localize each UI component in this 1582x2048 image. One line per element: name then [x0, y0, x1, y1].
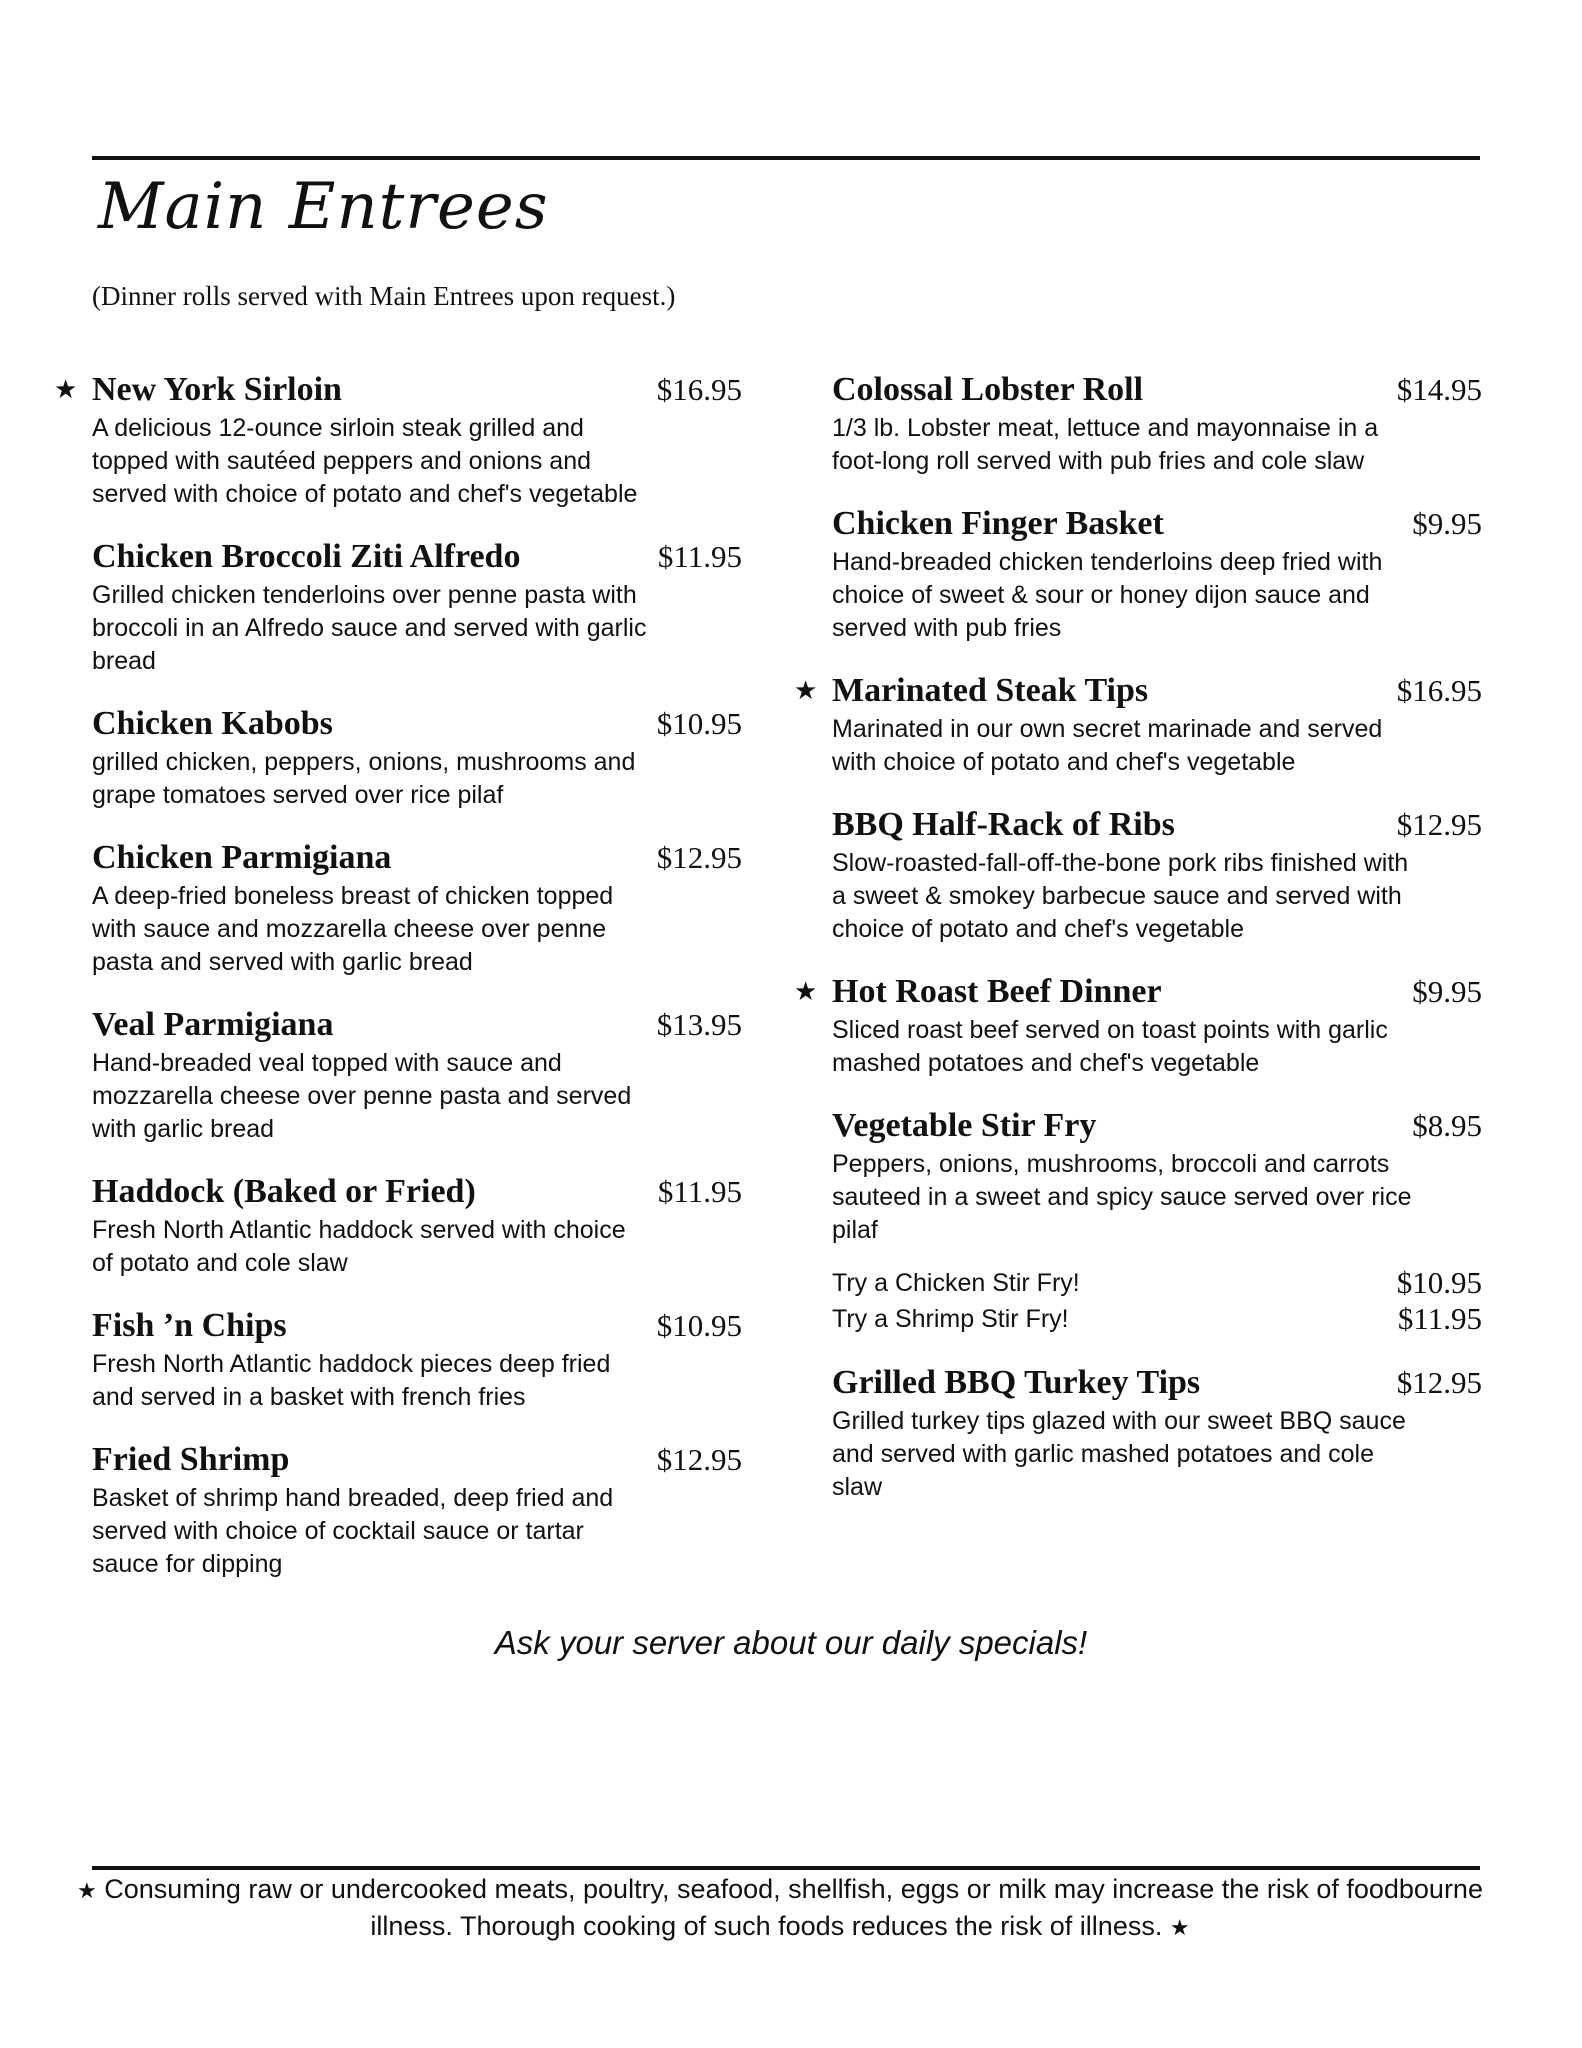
menu-item-description: Grilled turkey tips glazed with our sweet BBQ sauce and served with garlic mashed potatoes and cole slaw — [832, 1407, 1406, 1501]
menu-item-header — [832, 1361, 1482, 1405]
menu-item-name: Haddock (Baked or Fried) — [92, 1173, 476, 1210]
disclaimer-text: Consuming raw or undercooked meats, poultry, seafood, shellfish, eggs or milk may increase the risk of foodbourne illness. Thorough cooking of such foods reduces the risk of illness. — [104, 1874, 1483, 1941]
menu-item-name: BBQ Half-Rack of Ribs — [832, 806, 1175, 843]
menu-item-name: Chicken Broccoli Ziti Alfredo — [92, 538, 521, 575]
menu-item — [92, 1438, 742, 1581]
menu-item-header — [92, 1438, 742, 1482]
menu-item-name: New York Sirloin — [92, 371, 342, 408]
daily-specials-note: Ask your server about our daily specials! — [494, 1624, 1088, 1661]
menu-item-description: A delicious 12-ounce sirloin steak grilled and topped with sautéed peppers and onions and served with choice of potato and chef's vegetable — [92, 414, 638, 508]
page-title: Main Entrees — [98, 170, 549, 244]
menu-item-header — [832, 502, 1482, 546]
menu-item-description: Slow-roasted-fall-off-the-bone pork ribs finished with a sweet & smokey barbecue sauce and served with choice of potato and chef's vegetable — [832, 849, 1409, 943]
menu-item-header — [92, 702, 742, 746]
menu-item-name: Chicken Finger Basket — [832, 505, 1164, 542]
menu-item-header — [794, 669, 1482, 713]
menu-item-description: Hand-breaded chicken tenderloins deep fried with choice of sweet & sour or honey dijon sauce and served with pub fries — [832, 548, 1383, 642]
page-subtitle: (Dinner rolls served with Main Entrees upon request.) — [92, 281, 676, 311]
menu-item-price: $8.95 — [1412, 1108, 1482, 1143]
menu-item-name: Hot Roast Beef Dinner — [832, 973, 1162, 1010]
menu-item-name: Chicken Kabobs — [92, 705, 333, 742]
menu-item-price: $9.95 — [1412, 506, 1482, 541]
menu-item — [794, 970, 1482, 1080]
menu-item-price: $12.95 — [1396, 1365, 1482, 1400]
star-icon: ★ — [794, 977, 818, 1007]
star-icon: ★ — [1169, 1916, 1190, 1941]
menu-item-header — [92, 1170, 742, 1214]
menu-item — [832, 1361, 1482, 1504]
top-rule — [92, 156, 1480, 160]
menu-item-name: Vegetable Stir Fry — [832, 1107, 1097, 1144]
menu-item — [92, 1170, 742, 1280]
menu-item-description: Basket of shrimp hand breaded, deep fried and served with choice of cocktail sauce or tartar sauce for dipping — [92, 1484, 614, 1578]
menu-item-price: $11.95 — [657, 1174, 742, 1209]
menu-item-price: $12.95 — [656, 840, 742, 875]
menu-item-price: $16.95 — [656, 372, 742, 407]
menu-item-description: 1/3 lb. Lobster meat, lettuce and mayonnaise in a foot-long roll served with pub fries and cole slaw — [832, 414, 1379, 475]
menu-item-description: Sliced roast beef served on toast points with garlic mashed potatoes and chef's vegetable — [832, 1016, 1388, 1077]
menu-item-description: A deep-fried boneless breast of chicken topped with sauce and mozzarella cheese over penne pasta and served with garlic bread — [92, 882, 614, 976]
menu-item-header — [92, 836, 742, 880]
star-icon: ★ — [54, 375, 78, 405]
menu-item-header — [54, 368, 742, 412]
menu-item-header — [92, 535, 742, 579]
menu-item — [92, 1003, 742, 1146]
addon-row — [832, 1301, 1482, 1337]
menu-item-name: Marinated Steak Tips — [832, 672, 1149, 709]
menu-item-price: $13.95 — [656, 1007, 742, 1042]
menu-item-description: Fresh North Atlantic haddock served with choice of potato and cole slaw — [92, 1216, 626, 1277]
menu-item-header — [92, 1003, 742, 1047]
menu-item-price: $14.95 — [1396, 372, 1482, 407]
menu-item-description: Grilled chicken tenderloins over penne pasta with broccoli in an Alfredo sauce and served with garlic bread — [92, 581, 647, 675]
menu-item-price: $12.95 — [1396, 807, 1482, 842]
menu-item-name: Grilled BBQ Turkey Tips — [832, 1364, 1201, 1401]
bottom-rule — [92, 1866, 1480, 1870]
menu-item-price: $9.95 — [1412, 974, 1482, 1009]
star-icon: ★ — [794, 676, 818, 706]
menu-item-price: $10.95 — [656, 1308, 742, 1343]
menu-item-name: Colossal Lobster Roll — [832, 371, 1144, 408]
menu-item-header — [832, 1104, 1482, 1148]
menu-item-price: $16.95 — [1396, 673, 1482, 708]
food-safety-disclaimer — [60, 1872, 1500, 1946]
menu-item-description: Peppers, onions, mushrooms, broccoli and carrots sauteed in a sweet and spicy sauce served over rice pilaf — [832, 1150, 1412, 1244]
menu-item — [92, 836, 742, 979]
addon-price: $10.95 — [1396, 1265, 1482, 1300]
menu-item — [832, 502, 1482, 645]
addon-price: $11.95 — [1397, 1301, 1482, 1336]
right-menu-column — [794, 368, 1482, 1528]
star-icon: ★ — [77, 1879, 97, 1904]
menu-item-description: grilled chicken, peppers, onions, mushrooms and grape tomatoes served over rice pilaf — [92, 748, 636, 809]
menu-item-name: Fish ’n Chips — [92, 1307, 287, 1344]
menu-item — [794, 669, 1482, 779]
menu-item — [832, 1104, 1482, 1247]
menu-item-price: $10.95 — [656, 706, 742, 741]
addon-row — [832, 1265, 1482, 1301]
stir-fry-addons — [832, 1265, 1482, 1337]
menu-item-description: Fresh North Atlantic haddock pieces deep fried and served in a basket with french fries — [92, 1350, 611, 1411]
menu-item-name: Chicken Parmigiana — [92, 839, 392, 876]
menu-item-description: Marinated in our own secret marinade and served with choice of potato and chef's vegetable — [832, 715, 1383, 776]
menu-item — [54, 368, 742, 511]
addon-label: Try a Shrimp Stir Fry! — [832, 1305, 1069, 1333]
menu-item-header — [794, 970, 1482, 1014]
menu-item-price: $12.95 — [656, 1442, 742, 1477]
menu-item-header — [832, 368, 1482, 412]
menu-item-description: Hand-breaded veal topped with sauce and mozzarella cheese over penne pasta and served with garlic bread — [92, 1049, 632, 1143]
menu-item — [832, 803, 1482, 946]
menu-item-name: Fried Shrimp — [92, 1441, 290, 1478]
menu-item-header — [832, 803, 1482, 847]
menu-item — [92, 535, 742, 678]
menu-item-price: $11.95 — [657, 539, 742, 574]
menu-item — [92, 702, 742, 812]
menu-item — [92, 1304, 742, 1414]
left-menu-column — [54, 368, 742, 1605]
addon-label: Try a Chicken Stir Fry! — [832, 1269, 1080, 1297]
menu-item-name: Veal Parmigiana — [92, 1006, 334, 1043]
menu-item — [832, 368, 1482, 478]
menu-item-header — [92, 1304, 742, 1348]
